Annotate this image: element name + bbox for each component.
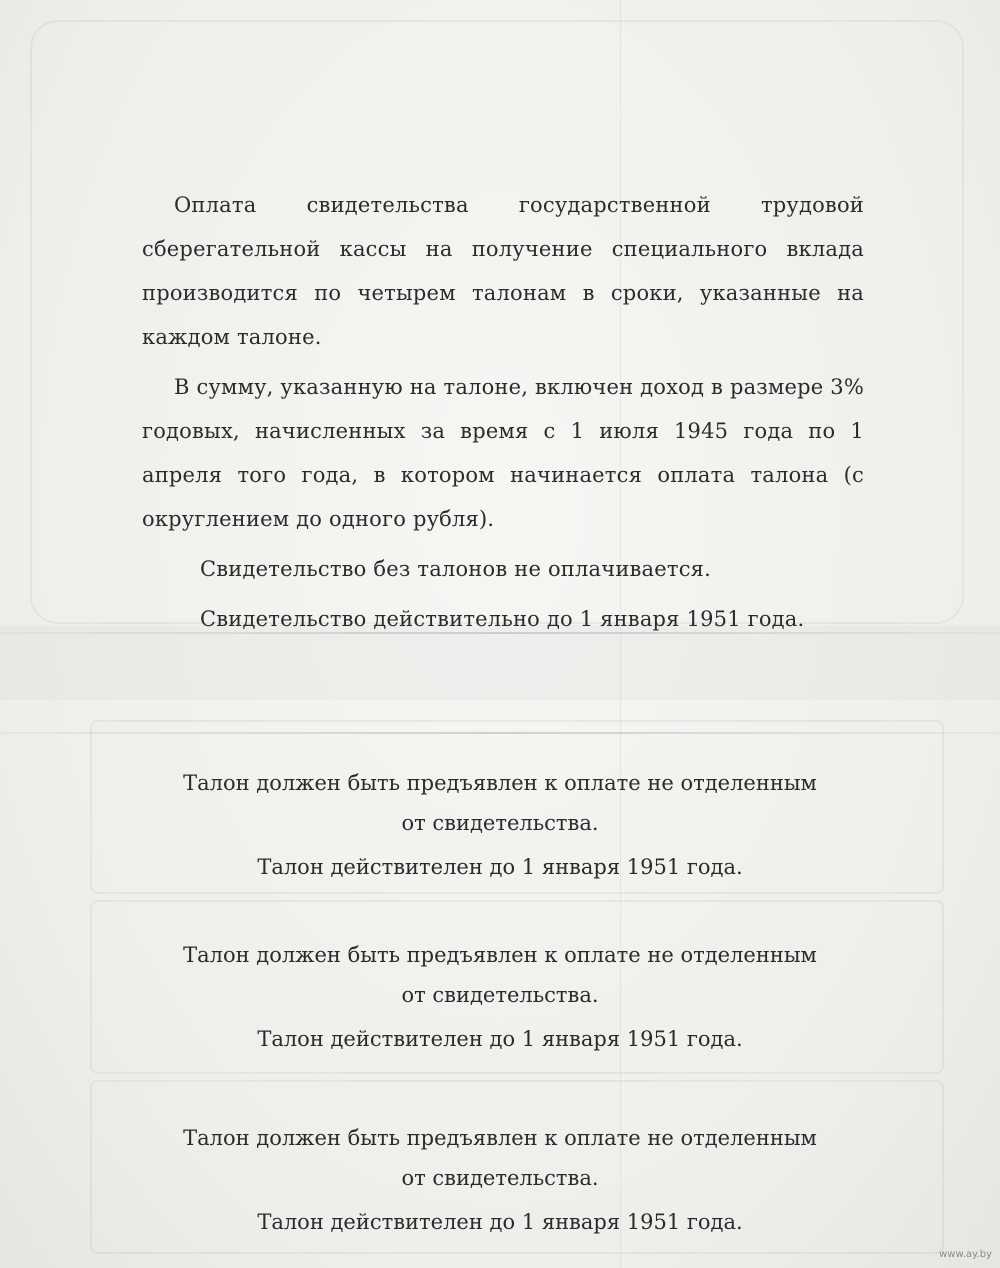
coupon-instruction: Талон должен быть предъявлен к оплате не отделенным	[183, 1126, 817, 1150]
coupon-validity: Талон действителен до 1 января 1951 года.	[257, 1210, 743, 1234]
terms-paragraph-income: В сумму, указанную на талоне, включен доход в размере 3% годовых, начисленных за время с 1 июля 1945 года по 1 апреля того года, в котором начинается оплата талона (с округлением до одного рубля).	[142, 375, 864, 531]
coupon-instruction-cont: от свидетельства.	[401, 811, 599, 835]
coupon-text-block	[130, 763, 870, 887]
site-watermark: www.ay.by	[939, 1249, 992, 1260]
terms-paragraph-no-coupons: Свидетельство без талонов не оплачивается.	[200, 557, 711, 581]
coupon-instruction-cont: от свидетельства.	[401, 983, 599, 1007]
coupon-instruction: Талон должен быть предъявлен к оплате не отделенным	[183, 943, 817, 967]
coupon-text-block	[130, 935, 870, 1059]
coupon-instruction-cont: от свидетельства.	[401, 1166, 599, 1190]
coupon-validity: Талон действителен до 1 января 1951 года.	[257, 1027, 743, 1051]
certificate-terms	[142, 183, 864, 647]
terms-paragraph-payment: Оплата свидетельства государственной трудовой сберегательной кассы на получение специального вклада производится по четырем талонам в сроки, указанные на каждом талоне.	[142, 193, 864, 349]
terms-paragraph-validity: Свидетельство действительно до 1 января 1951 года.	[200, 607, 805, 631]
fold-line	[0, 732, 1000, 734]
coupon-validity: Талон действителен до 1 января 1951 года.	[257, 855, 743, 879]
coupon-instruction: Талон должен быть предъявлен к оплате не отделенным	[183, 771, 817, 795]
coupon-text-block	[130, 1118, 870, 1242]
